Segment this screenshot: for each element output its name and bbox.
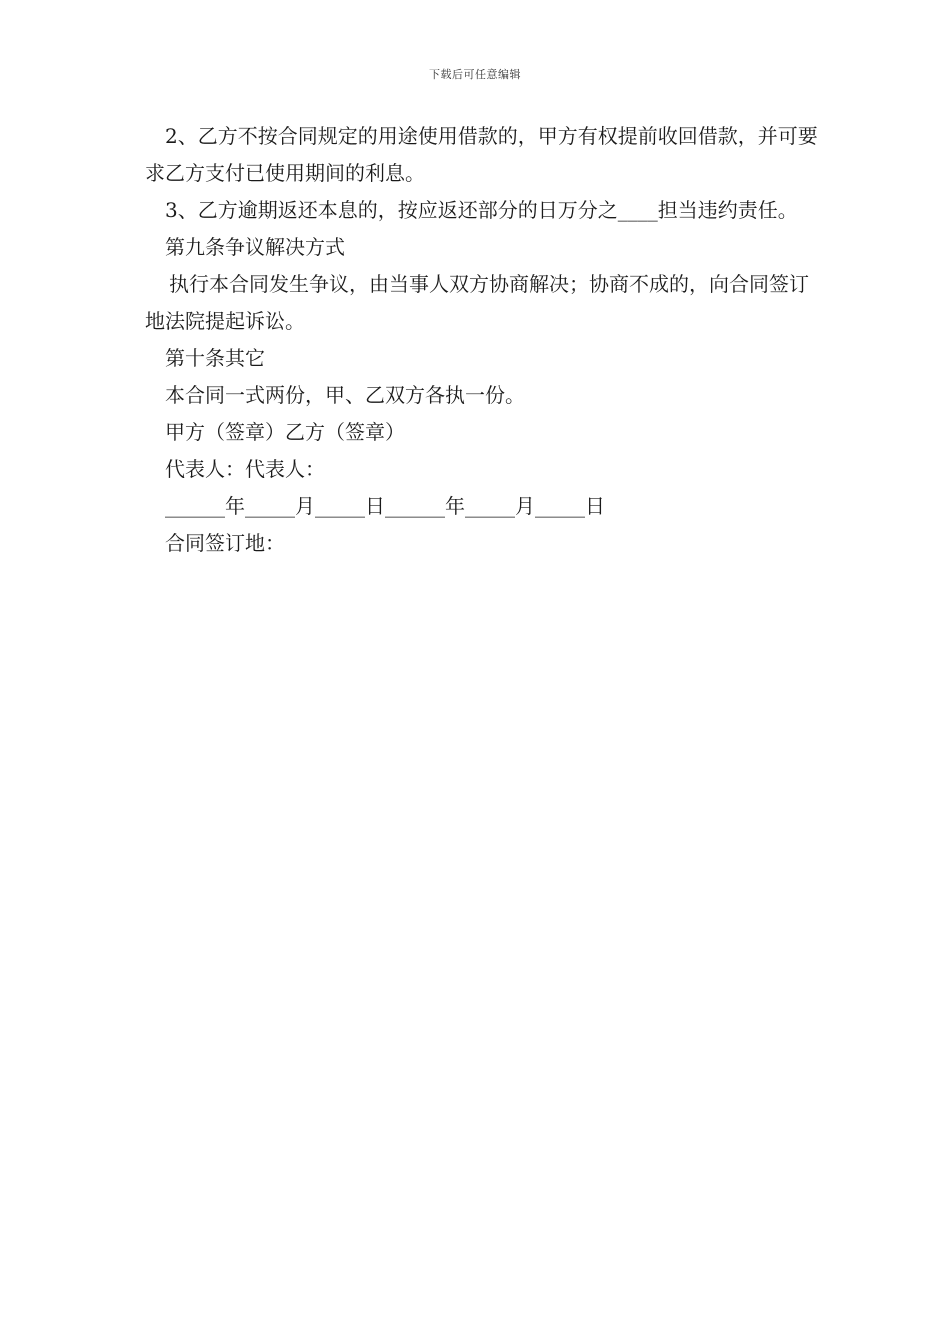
- copies-paragraph: 本合同一式两份，甲、乙双方各执一份。: [165, 383, 525, 407]
- dispute-resolution-paragraph: 执行本合同发生争议，由当事人双方协商解决；协商不成的，向合同签订地法院提起诉讼。: [145, 272, 809, 333]
- article-10-heading: 第十条其它: [165, 346, 265, 370]
- representative-line: 代表人：代表人：: [165, 457, 325, 481]
- clause-2-paragraph: 2、乙方不按合同规定的用途使用借款的，甲方有权提前收回借款，并可要求乙方支付已使用期间的利息。: [145, 124, 818, 185]
- article-9-heading: 第九条争议解决方式: [165, 235, 345, 259]
- date-line: ______年_____月_____日______年_____月_____日: [165, 494, 605, 518]
- page-header: 下载后可任意编辑: [429, 68, 521, 81]
- signature-line: 甲方（签章）乙方（签章）: [165, 420, 405, 444]
- document-body: [145, 118, 825, 562]
- signing-place-line: 合同签订地：: [165, 531, 285, 555]
- clause-3-paragraph: 3、乙方逾期返还本息的，按应返还部分的日万分之____担当违约责任。: [165, 198, 798, 222]
